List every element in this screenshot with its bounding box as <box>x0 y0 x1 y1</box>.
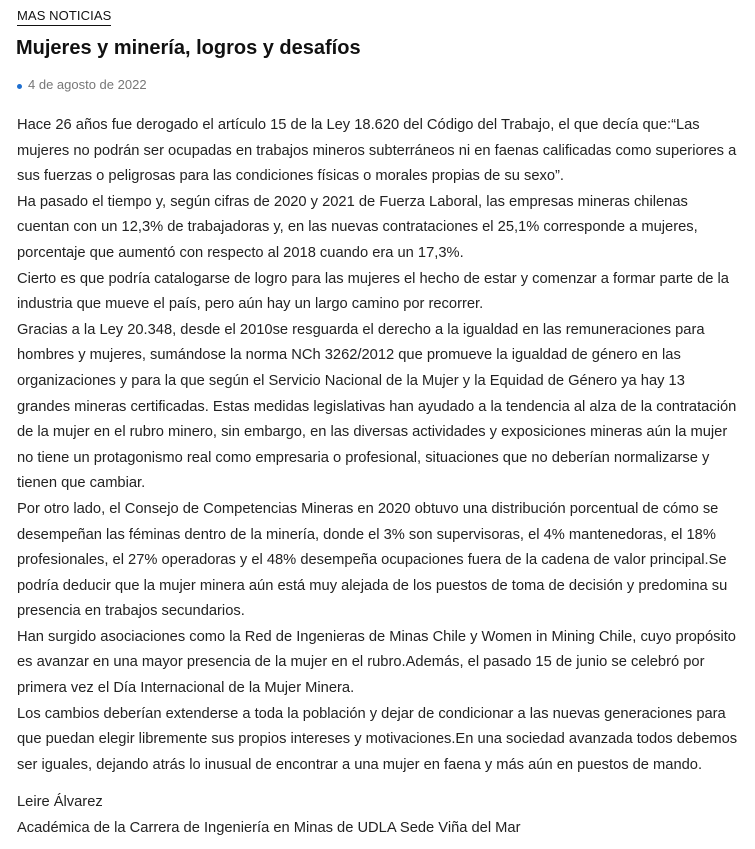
article-paragraph: Hace 26 años fue derogado el artículo 15 de la Ley 18.620 del Código del Trabajo, el que decía que:“Las mujeres no podrán ser ocupadas en trabajos mineros subterráneos ni en faenas calificadas como superiores a sus fuerzas o peligrosas para las condiciones físicas o morales propias de su sexo”. <box>17 117 737 185</box>
article-paragraph: Cierto es que podría catalogarse de logro para las mujeres el hecho de estar y comenzar a formar parte de la industria que mueve el país, pero aún hay un largo camino por recorrer. <box>17 270 729 313</box>
article-paragraph: Ha pasado el tiempo y, según cifras de 2020 y 2021 de Fuerza Laboral, las empresas mineras chilenas cuentan con un 12,3% de trabajadoras y, en las nuevas contrataciones el 25,1% corresponde a mujeres, porcentaje que aumentó con respecto al 2018 cuando era un 17,3%. <box>17 193 698 261</box>
article-paragraph: Han surgido asociaciones como la Red de Ingenieras de Minas Chile y Women in Mining Chile, cuyo propósito es avanzar en una mayor presencia de la mujer en el rubro.Además, el pasado 15 de junio se celebró por primera vez el Día Internacional de la Mujer Minera. <box>17 628 736 697</box>
article-date: 4 de agosto de 2022 <box>28 77 147 92</box>
article-paragraph: Los cambios deberían extenderse a toda la población y dejar de condicionar a las nuevas generaciones para que puedan elegir libremente sus propios intereses y motivaciones.En una sociedad avanzada todos debemos ser iguales, dejando atrás lo inusual de encontrar a una mujer en faena y más aún en puestos de mando. <box>17 705 738 773</box>
article-body <box>17 113 741 778</box>
article-paragraph: Por otro lado, el Consejo de Competencias Mineras en 2020 obtuvo una distribución porcentual de cómo se desempeñan las féminas dentro de la minería, donde el 3% son supervisoras, el 4% mantenedoras, el 18% profesionales, el 27% operadoras y el 48% desempeña ocupaciones fuera de la cadena de valor principal.Se podría deducir que la mujer minera aún está muy alejada de los puestos de toma de decisión y predomina su presencia en trabajos secundarios. <box>17 500 728 620</box>
author-role: Académica de la Carrera de Ingeniería en Minas de UDLA Sede Viña del Mar <box>17 819 521 836</box>
article-title: Mujeres y minería, logros y desafíos <box>16 37 361 59</box>
section-label-link[interactable]: MAS NOTICIAS <box>17 8 111 26</box>
article-meta <box>17 77 147 93</box>
author-name: Leire Álvarez <box>17 794 103 810</box>
author-byline <box>17 790 741 841</box>
article-paragraph: Gracias a la Ley 20.348, desde el 2010se resguarda el derecho a la igualdad en las remuneraciones para hombres y mujeres, sumándose la norma NCh 3262/2012 que promueve la igualdad de género en las organizaciones y para la que según el Servicio Nacional de la Mujer y la Equidad de Género ya hay 13 grandes mineras certificadas. Estas medidas legislativas han ayudado a la tendencia al alza de la contratación de la mujer en el rubro minero, sin embargo, en las diversas actividades y exposiciones mineras aún la mujer no tiene un protagonismo real como empresaria o profesional, situaciones que no deberían normalizarse y tienen que cambiar. <box>17 321 737 492</box>
date-bullet-icon <box>17 84 22 89</box>
